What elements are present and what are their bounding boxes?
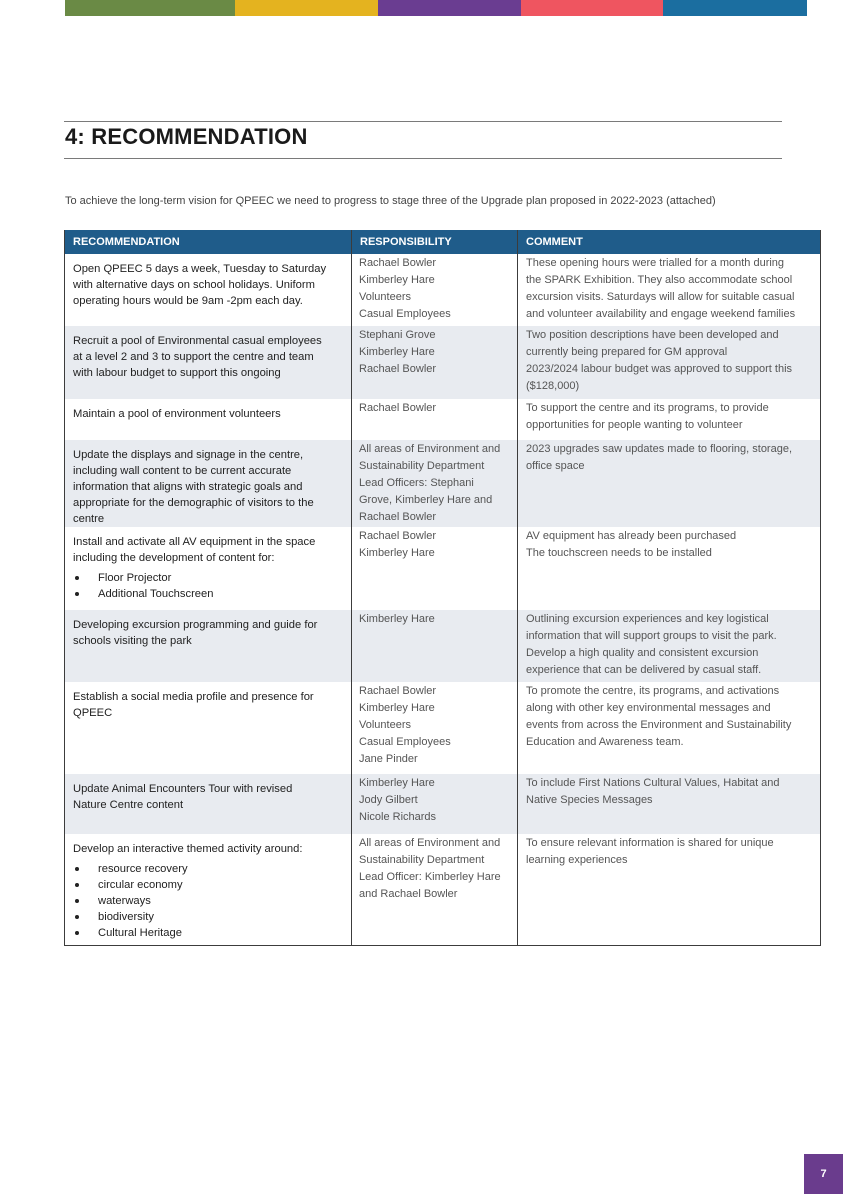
recommendation-text: QPEEC xyxy=(73,707,113,719)
comment-line: ($128,000) xyxy=(526,380,580,392)
comment-line: along with other key environmental messages and xyxy=(526,702,771,714)
comment-cell xyxy=(518,774,821,834)
color-segment-purple xyxy=(378,0,521,16)
responsibility-cell xyxy=(352,399,518,440)
page-number: 7 xyxy=(820,1168,827,1180)
table-row xyxy=(65,834,821,945)
table-row xyxy=(65,527,821,610)
responsibility-cell xyxy=(352,834,518,945)
responsibility-cell xyxy=(352,682,518,774)
comment-cell xyxy=(518,399,821,440)
recommendation-text: Establish a social media profile and presence for xyxy=(73,691,314,703)
bullet-item: Floor Projector xyxy=(73,570,345,586)
responsibility-cell xyxy=(352,527,518,610)
responsibility-line: Nicole Richards xyxy=(359,811,437,823)
comment-line: 2023/2024 labour budget was approved to support this xyxy=(526,363,793,375)
comment-line: learning experiences xyxy=(526,854,628,866)
color-segment-blue xyxy=(663,0,807,16)
brand-color-strip xyxy=(65,0,807,16)
color-segment-green xyxy=(65,0,235,16)
comment-cell xyxy=(518,682,821,774)
recommendation-cell xyxy=(65,254,352,326)
responsibility-line: Rachael Bowler xyxy=(359,363,437,375)
comment-line: and volunteer availability and engage weekend families xyxy=(526,308,796,320)
recommendation-text: including the development of content for: xyxy=(73,552,275,564)
color-segment-red xyxy=(521,0,663,16)
table-row xyxy=(65,610,821,682)
recommendation-cell xyxy=(65,834,352,945)
page-number-badge xyxy=(804,1154,843,1194)
comment-line: To support the centre and its programs, to provide xyxy=(526,402,769,414)
recommendation-text: schools visiting the park xyxy=(73,635,192,647)
responsibility-line: Volunteers xyxy=(359,719,411,731)
recommendation-cell xyxy=(65,326,352,399)
recommendation-text: information that aligns with strategic goals and xyxy=(73,481,303,493)
comment-line: opportunities for people wanting to volunteer xyxy=(526,419,743,431)
responsibility-line: Kimberley Hare xyxy=(359,613,435,625)
responsibility-line: Rachael Bowler xyxy=(359,402,437,414)
recommendation-text: centre xyxy=(73,513,105,525)
table-row xyxy=(65,440,821,527)
comment-cell xyxy=(518,254,821,326)
recommendation-cell xyxy=(65,399,352,440)
comment-line: 2023 upgrades saw updates made to flooring, storage, xyxy=(526,443,793,455)
responsibility-cell xyxy=(352,440,518,527)
responsibility-line: Casual Employees xyxy=(359,308,451,320)
comment-line: AV equipment has already been purchased xyxy=(526,530,737,542)
comment-line: experience that can be delivered by casual staff. xyxy=(526,664,762,676)
color-segment-yellow xyxy=(235,0,378,16)
responsibility-line: Casual Employees xyxy=(359,736,451,748)
recommendation-text: including wall content to be current accurate xyxy=(73,465,292,477)
comment-line: The touchscreen needs to be installed xyxy=(526,547,712,559)
recommendation-text: at a level 2 and 3 to support the centre and team xyxy=(73,351,314,363)
responsibility-line: Lead Officers: Stephani xyxy=(359,477,474,489)
responsibility-line: Rachael Bowler xyxy=(359,257,437,269)
recommendation-bullet-list xyxy=(73,861,345,941)
recommendation-text: appropriate for the demographic of visitors to the xyxy=(73,497,314,509)
comment-line: Develop a high quality and consistent excursion xyxy=(526,647,759,659)
responsibility-line: Kimberley Hare xyxy=(359,274,435,286)
responsibility-line: Jody Gilbert xyxy=(359,794,418,806)
responsibility-line: Jane Pinder xyxy=(359,753,418,765)
responsibility-line: Stephani Grove xyxy=(359,329,436,341)
recommendation-text: Develop an interactive themed activity around: xyxy=(73,843,303,855)
comment-line: Two position descriptions have been developed and xyxy=(526,329,779,341)
responsibility-cell xyxy=(352,774,518,834)
recommendation-text: with alternative days on school holidays. Uniform xyxy=(73,279,315,291)
comment-line: information that will support groups to visit the park. xyxy=(526,630,777,642)
comment-cell xyxy=(518,610,821,682)
comment-cell xyxy=(518,326,821,399)
table-row xyxy=(65,682,821,774)
bullet-item: waterways xyxy=(73,893,345,909)
comment-line: events from across the Environment and Sustainability xyxy=(526,719,792,731)
responsibility-line: Lead Officer: Kimberley Hare xyxy=(359,871,501,883)
responsibility-line: Sustainability Department xyxy=(359,460,485,472)
section-title: 4: RECOMMENDATION xyxy=(65,124,308,149)
column-header-comment: COMMENT xyxy=(518,230,821,254)
comment-cell xyxy=(518,834,821,945)
comment-line: office space xyxy=(526,460,585,472)
recommendation-text: Update Animal Encounters Tour with revised xyxy=(73,783,293,795)
comment-cell xyxy=(518,527,821,610)
comment-line: To ensure relevant information is shared for unique xyxy=(526,837,774,849)
column-header-recommendation: RECOMMENDATION xyxy=(65,230,352,254)
comment-line: To promote the centre, its programs, and activations xyxy=(526,685,780,697)
responsibility-line: Kimberley Hare xyxy=(359,547,435,559)
responsibility-line: and Rachael Bowler xyxy=(359,888,458,900)
table-row xyxy=(65,399,821,440)
comment-line: excursion visits. Saturdays will allow for suitable casual xyxy=(526,291,795,303)
comment-line: Education and Awareness team. xyxy=(526,736,684,748)
responsibility-line: Rachael Bowler xyxy=(359,511,437,523)
responsibility-cell xyxy=(352,326,518,399)
responsibility-line: Grove, Kimberley Hare and xyxy=(359,494,493,506)
recommendation-text: operating hours would be 9am -2pm each day. xyxy=(73,295,303,307)
recommendation-cell xyxy=(65,527,352,610)
recommendation-cell xyxy=(65,682,352,774)
bullet-item: Additional Touchscreen xyxy=(73,586,345,602)
recommendation-text: Nature Centre content xyxy=(73,799,184,811)
recommendation-cell xyxy=(65,440,352,527)
bullet-item: circular economy xyxy=(73,877,345,893)
comment-cell xyxy=(518,440,821,527)
responsibility-line: Sustainability Department xyxy=(359,854,485,866)
recommendation-text: Update the displays and signage in the centre, xyxy=(73,449,304,461)
comment-line: To include First Nations Cultural Values, Habitat and xyxy=(526,777,780,789)
recommendation-text: Recruit a pool of Environmental casual employees xyxy=(73,335,322,347)
comment-line: the SPARK Exhibition. They also accommodate school xyxy=(526,274,793,286)
responsibility-line: Kimberley Hare xyxy=(359,346,435,358)
recommendation-cell xyxy=(65,774,352,834)
recommendation-text: Developing excursion programming and guide for xyxy=(73,619,318,631)
responsibility-line: Volunteers xyxy=(359,291,411,303)
heading-rule-top xyxy=(64,121,782,122)
responsibility-cell xyxy=(352,610,518,682)
responsibility-line: Kimberley Hare xyxy=(359,702,435,714)
bullet-item: resource recovery xyxy=(73,861,345,877)
recommendation-bullet-list xyxy=(73,570,345,602)
table-header-row xyxy=(65,230,821,254)
comment-line: Native Species Messages xyxy=(526,794,653,806)
recommendation-text: Maintain a pool of environment volunteers xyxy=(73,408,281,420)
responsibility-line: All areas of Environment and xyxy=(359,443,501,455)
bullet-item: Cultural Heritage xyxy=(73,925,345,941)
comment-line: These opening hours were trialled for a month during xyxy=(526,257,785,269)
recommendation-text: Install and activate all AV equipment in the space xyxy=(73,536,316,548)
recommendation-text: Open QPEEC 5 days a week, Tuesday to Saturday xyxy=(73,263,327,275)
responsibility-line: Kimberley Hare xyxy=(359,777,435,789)
column-header-responsibility: RESPONSIBILITY xyxy=(352,230,518,254)
recommendation-cell xyxy=(65,610,352,682)
table-row xyxy=(65,774,821,834)
table-row xyxy=(65,254,821,326)
table-body xyxy=(65,254,821,945)
responsibility-line: Rachael Bowler xyxy=(359,530,437,542)
table-row xyxy=(65,326,821,399)
responsibility-cell xyxy=(352,254,518,326)
heading-rule-bottom xyxy=(64,158,782,159)
comment-line: Outlining excursion experiences and key logistical xyxy=(526,613,769,625)
comment-line: currently being prepared for GM approval xyxy=(526,346,728,358)
intro-text: To achieve the long-term vision for QPEEC we need to progress to stage three of the Upgrade plan proposed in 2022-2023 (attached) xyxy=(65,195,716,207)
responsibility-line: Rachael Bowler xyxy=(359,685,437,697)
recommendation-text: with labour budget to support this ongoing xyxy=(73,367,281,379)
bullet-item: biodiversity xyxy=(73,909,345,925)
responsibility-line: All areas of Environment and xyxy=(359,837,501,849)
recommendation-table xyxy=(64,230,821,946)
